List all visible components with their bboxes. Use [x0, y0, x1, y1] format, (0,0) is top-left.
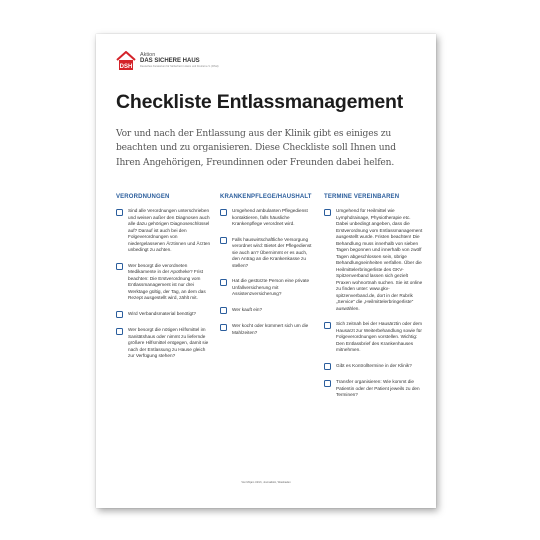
checklist-item[interactable] — [220, 208, 316, 228]
checkbox[interactable] — [324, 363, 331, 370]
checklist-item[interactable] — [324, 363, 424, 371]
column-termine-vereinbaren — [324, 194, 424, 408]
column-verordnungen — [116, 194, 212, 369]
checklist-item[interactable] — [220, 237, 316, 270]
logo-line3: Deutsches Kuratorium für Sicherheit in Heim und Freizeit e.V. (DSH) — [140, 65, 219, 68]
checklist-item[interactable] — [116, 311, 212, 319]
logo-text — [140, 52, 219, 68]
column-krankenpflege-haushalt — [220, 194, 316, 345]
checklist-item-text: Sind alle Verordnungen unterschrieben und weisen außer den Diagnosen auch alle dazu gehörigen Diagnoseschlüssel auf? Darauf ist auch bei den Folgeverordnungen von niedergelassenen Ärztinnen und Ärzten unbedingt zu achten. — [128, 208, 211, 252]
checklist-item-text: Wer kocht oder kümmert sich um die Mahlzeiten? — [232, 323, 309, 335]
checklist-item[interactable] — [324, 208, 424, 312]
checklist-item-text: Falls hauswirtschaftliche Versorgung verordnet wird: Bietet der Pflegedienst sie auch an? Übernimmt er es auch, den Antrag an die Krankenkasse zu stellen? — [232, 236, 312, 268]
page-title: Checkliste Entlassmanagement — [116, 91, 404, 113]
checklist-item[interactable] — [220, 278, 316, 298]
column-heading: KRANKENPFLEGE/HAUSHALT — [220, 194, 312, 200]
checklist-item[interactable] — [324, 379, 424, 399]
checkbox[interactable] — [220, 324, 227, 331]
checklist-item[interactable] — [220, 323, 316, 336]
checkbox[interactable] — [116, 311, 123, 318]
checkbox[interactable] — [116, 209, 123, 216]
checkbox[interactable] — [220, 279, 227, 286]
checklist-item-text: Transfer organisieren: Wie kommt die Patientin oder der Patient jeweils zu den Terminen? — [336, 379, 420, 397]
checklist-item[interactable] — [116, 327, 212, 360]
house-icon — [116, 51, 136, 71]
checklist-item[interactable] — [324, 321, 424, 354]
checklist-item[interactable] — [116, 208, 212, 254]
checklist-item[interactable] — [116, 263, 212, 302]
checkbox[interactable] — [324, 322, 331, 329]
checklist-item-text: Wird Verbandsmaterial benötigt? — [128, 310, 197, 316]
checklist-item-text: Wer besorgt die verordneten Medikamente in der Apotheke? Frist beachten: Die Erstverordnung vom Entlassmanagement ist nur drei Werktage gültig, der Tag, an dem das Rezept ausgestellt wird, zählt mit. — [128, 262, 206, 300]
column-heading: VERORDNUNGEN — [116, 194, 170, 200]
checkbox[interactable] — [116, 328, 123, 335]
checklist-item-text: Wer besorgt die nötigen Hilfsmittel im Sanitätshaus oder nimmt zu liefernde größere Hilfsmittel entgegen, damit sie nach der Entlassung zu Hause gleich zur Verfügung stehen? — [128, 327, 209, 358]
author-credit: Von Mirjam Ulrich, Journalistin, Wiesbaden — [241, 481, 291, 484]
logo-line1: Aktion — [140, 52, 156, 58]
logo-mark-text: DSH — [119, 64, 133, 70]
column-heading: TERMINE VEREINBAREN — [324, 194, 400, 200]
checkbox[interactable] — [220, 209, 227, 216]
checkbox[interactable] — [324, 209, 331, 216]
intro-text: Vor und nach der Entlassung aus der Klinik gibt es einiges zu beachten und zu organisieren. Diese Checkliste soll Ihnen und Ihren Angehörigen, Freundinnen oder Freunden dabei helfen. — [116, 129, 396, 168]
checklist-item-text: Wer kauft ein? — [232, 306, 263, 312]
checkbox[interactable] — [116, 263, 123, 270]
checklist-item-text: Umgehend ambulanten Pflegedienst kontaktieren, falls häusliche Krankenpflege verordnet wird. — [232, 208, 308, 226]
checklist-item[interactable] — [220, 307, 316, 315]
checkbox[interactable] — [220, 307, 227, 314]
checkbox[interactable] — [324, 380, 331, 387]
checklist-page — [96, 34, 436, 508]
checklist-item-text: Hat die gestürzte Person eine private Unfallversicherung mit Assistenzversicherung? — [232, 278, 310, 296]
logo-line2: DAS SICHERE HAUS — [140, 58, 200, 64]
checkbox[interactable] — [220, 237, 227, 244]
checklist-item-text: Gibt es Kontrolltermine in der Klinik? — [336, 362, 412, 368]
checklist-item-text: Umgehend für Heilmittel wie Lymphdrainage, Physiotherapie etc. Dabei unbedingt angeben, dass die Erstverordnung vom Entlassmanagement ausgestellt wurde. Fristen beachten! Die Behandlung muss innerhalb von sieben Tagen begonnen und innerhalb von zwölf Tagen abgeschlossen sein, übrige Behandlungseinheiten verfallen. Über die Heilmittelerbringerliste des GKV-Spitzenverband lassen sich gezielt Praxen wohnortnah suchen. Sie ist online zu finden unter: www.gkv-spitzenverband.de, dort in der Rubrik „Service" die „Heilmittelerbringerliste" auswählen. — [336, 208, 423, 311]
checklist-item-text: Sich zeitnah bei der Hausärztin oder dem Hausarzt zur Weiterbehandlung sowie für Folgeverordnungen vorstellen. Wichtig: Den Entlassbrief des Krankenhauses mitnehmen. — [336, 321, 422, 352]
